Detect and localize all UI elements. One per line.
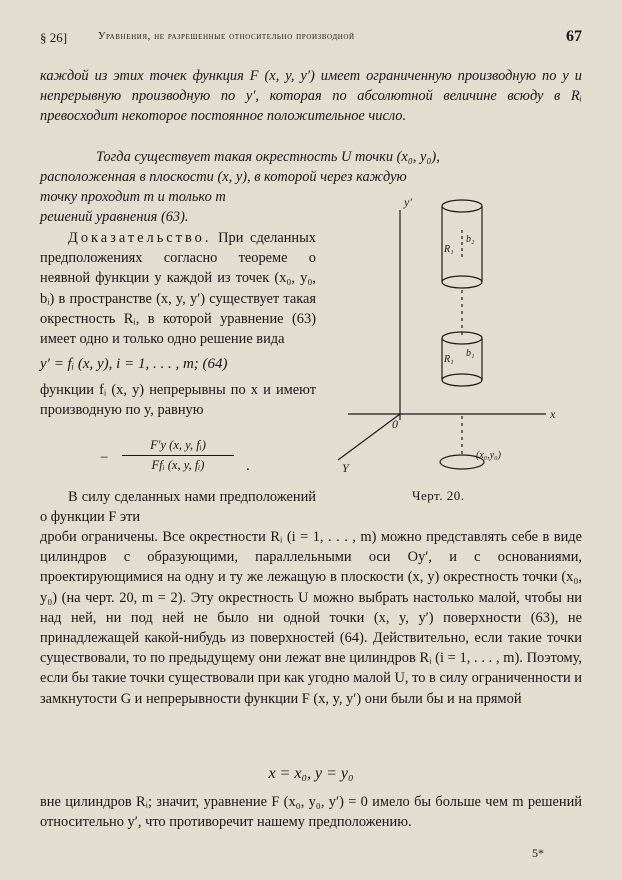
after-equation-text: функции fᵢ (x, y) непрерывны по x и имеют производную по y, равную [40, 382, 316, 419]
theorem-line-1-text: Тогда существует такая окрестность U точки (x₀, y₀), [96, 149, 440, 165]
proof-text: При сделанных предположениях согласно теореме о неявной функции у каждой из точек (x₀, y₀, bᵢ) в пространстве (x, y, y′) существует такая окрестность Rᵢ, в которой уравнение (63) имеет одно и только одно решение вида [40, 230, 316, 348]
theorem-line-3: точку проходит m и только m [40, 189, 226, 205]
page-number: 67 [566, 28, 582, 45]
fig-label-b-top: b₂ [466, 234, 475, 245]
theorem-line-1 [40, 147, 582, 167]
running-title: Уравнения, не разрешенные относительно производной [98, 31, 355, 42]
fraction-denominator: Ffᵢ (x, y, fᵢ) [151, 458, 205, 472]
theorem-line-4: решений уравнения (63). [40, 209, 189, 225]
fig-label-x: x [550, 407, 556, 421]
equation-64: y′ = fᵢ (x, y), i = 1, . . . , m; (64) [40, 356, 228, 372]
paragraph-continued: каждой из этих точек функция F (x, y, y′) имеет ограниченную производную по y и непрерывную производную по y′, которая по абсолютной величине всюду в Rᵢ превосходит некоторое постоянное положительное число. [40, 68, 582, 125]
fig-label-r-top: R₁ [444, 244, 454, 255]
proof-heading: Доказательство. [68, 230, 212, 246]
fig-label-b-low: b₁ [466, 348, 475, 359]
fig-label-yprime: y′ [404, 195, 412, 209]
signature-mark: 5* [532, 846, 544, 860]
center-equation: x = x₀, y = y₀ [268, 765, 354, 782]
fig-label-point: (x₀,y₀) [476, 450, 501, 461]
fraction-minus: − [100, 450, 109, 466]
running-header [40, 28, 582, 50]
closing-paragraph: вне цилиндров Rᵢ; значит, уравнение F (x₀, y₀, y′) = 0 имело бы больше чем m решений относительно y′, что противоречит нашему предположению. [40, 794, 582, 831]
fraction-numerator: F′y (x, y, fᵢ) [150, 438, 206, 452]
fig-label-r-low: R₁ [444, 354, 454, 365]
figure-caption: Черт. 20. [412, 488, 465, 503]
figure-20 [328, 190, 584, 490]
fraction [118, 438, 238, 473]
fraction-period: . [246, 458, 250, 474]
theorem-line-2: расположенная в плоскости (x, y), в которой через каждую [40, 169, 407, 185]
proof-paragraph [40, 228, 316, 349]
y-axis [338, 414, 400, 460]
narrow-after-fraction: В силу сделанных нами предположений о функции F эти [40, 489, 316, 526]
fig-label-y: Y [342, 461, 349, 475]
main-paragraph: дроби ограничены. Все окрестности Rᵢ (i = 1, . . . , m) можно представлять себе в виде цилиндров с образующими, параллельными оси Oy′, и с основаниями, проектирующимися на одну и ту же лежащую в плоскости (x, y) окрестность точки (x₀, y₀) (на черт. 20, m = 2). Эту окрестность U можно выбрать настолько малой, чтобы ни над ней, ни под ней не было ни одной точки (x, y, y′) поверхности (63), не принадлежащей какой-нибудь из поверхностей (64). Действительно, если такие точки существовали, то по предыдущему они лежат вне цилиндров Rᵢ (i = 1, . . . , m). Поэтому, если бы такие точки существовали при как угодно малой U, то в силу ограниченности и замкнутости G и непрерывности функции F (x, y, y′) они были бы и на прямой [40, 529, 582, 707]
fig-label-origin: 0 [392, 417, 398, 431]
section-marker: § 26] [40, 30, 68, 45]
